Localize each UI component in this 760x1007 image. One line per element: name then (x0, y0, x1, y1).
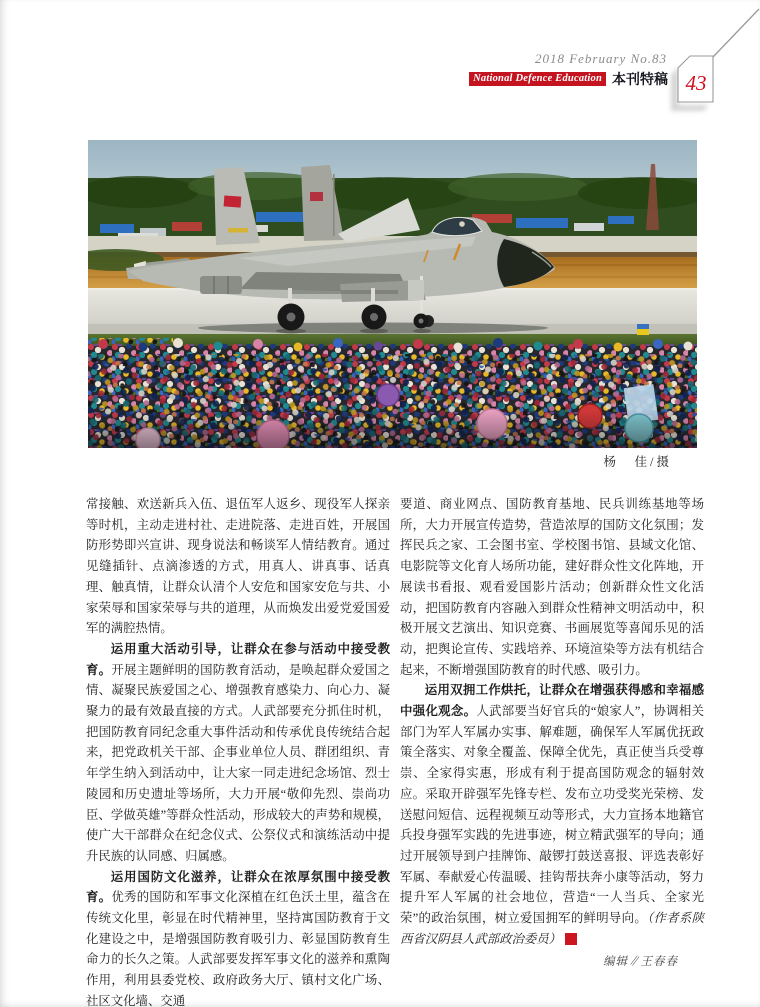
magazine-end-mark: G (565, 933, 577, 945)
spectator-crowd (88, 338, 697, 448)
author-note: （作者系陕西省汉阴县人武部政治委员） (400, 911, 704, 946)
page-corner-ornament (620, 0, 760, 120)
issue-line: 2018 February No.83 (534, 51, 667, 66)
paragraph-text: 人武部要当好官兵的“娘家人”，协调相关部门为军人军属办实事、解难题，确保军人军属优抚政策全落实、对象全覆盖、保障全优先，真正使当兵受尊崇、全家得实惠，形成有利于提高国防观念的辐射效应。采取开辟强军先锋专栏、发布立功受奖光荣榜、发送慰问短信、远程视频互动等形式，大力宣扬本地籍官兵投身强军实践的先进事迹，树立精武强军的导向；通过开展领导到户挂牌饰、敲锣打鼓送喜报、评选表彰好军属、奉献爱心传温暖、挂钩帮扶奔小康等活动，努力提升军人军属的社会地位，营造“一人当兵、全家光荣”的政治氛围，树立爱国拥军的鲜明导向。 (400, 704, 705, 926)
paragraph-lead: 运用双拥工作烘托，让群众在增强获得感和幸福感中强化观念。 (400, 683, 704, 719)
photo-credit: 杨 佳/摄 (603, 455, 672, 469)
paragraph (400, 680, 704, 949)
article-column-right (400, 494, 704, 973)
editor-line: 编辑∥王春春 (603, 956, 678, 969)
page-number: 43 (685, 71, 707, 95)
paragraph-lead: 运用重大活动引导，让群众在参与活动中接受教育。 (86, 641, 390, 677)
column-tag: 本刊特稿 (612, 71, 668, 87)
brand-badge: National Defence Education (469, 72, 606, 86)
paragraph (400, 494, 704, 680)
paragraph-text: 优秀的国防和军事文化深植在红色沃土里，蕴含在传统文化里，彰显在时代精神里，坚持寓国防教育于文化建设之中，是增强国防教育吸引力、彰显国防教育生命力的长久之策。人武部要发挥军事文化的滋养和熏陶作用，利用县委党校、政府政务大厅、镇村文化广场、社区文化墙、交通 (86, 890, 391, 1007)
paragraph-lead: 运用国防文化滋养，让群众在浓厚氛围中接受教育。 (86, 869, 390, 905)
jet-engine-nozzles (200, 276, 242, 294)
corner-diagonal-line (713, 9, 759, 57)
paragraph (86, 494, 390, 639)
runway-marker (637, 324, 649, 329)
article-column-left (86, 494, 390, 1007)
jet-tail-emblem (224, 195, 242, 207)
paragraph (86, 867, 390, 1007)
paragraph (86, 639, 390, 867)
jet-airshow-photo (88, 140, 697, 448)
paragraph-text: 开展主题鲜明的国防教育活动，是唤起群众爱国之情、凝聚民族爱国之心、增强教育感染力、向心力、凝聚力的最有效最直接的方式。人武部要充分抓住时机，把国防教育同纪念重大事件活动和传承优良传统结合起来，把党政机关干部、企事业单位人员、群团组织、青年学生纳入到活动中，让大家一同走进纪念场馆、烈士陵园和历史遗址等场所，大力开展“敬仰先烈、崇尚功臣、学做英雄”等群众性活动，形成较大的声势和规模，使广大干部群众在纪念仪式、公祭仪式和演练活动中提升民族的认同感、归属感。 (86, 662, 391, 863)
paragraph-text: 常接触、欢送新兵入伍、退伍军人返乡、现役军人探亲等时机，主动走进村社、走进院落、走进百姓，开展国防形势即兴宣讲、现身说法和畅谈军人情结教育。通过见缝插针、点滴渗透的方式，用真人、讲真事、话真理、触真情，让群众认清个人安危和国家安危与共、小家荣辱和国家荣辱与共的道理，从而焕发出爱党爱国爱军的满腔热情。 (86, 497, 390, 636)
paragraph-text: 要道、商业网点、国防教育基地、民兵训练基地等场所，大力开展宣传造势，营造浓厚的国防文化氛围；发挥民兵之家、工会图书室、学校图书馆、县域文化馆、电影院等文化育人场所功能，建好群众性文化阵地，开展读书看报、观看爱国影片活动；创新群众性文化活动，把国防教育内容融入到群众性精神文明活动中，积极开展文艺演出、知识竞赛、书画展览等喜闻乐见的活动，把舆论宣传、实践培养、环境渲染等方法有机结合起来，不断增强国防教育的时代感、吸引力。 (400, 497, 704, 677)
